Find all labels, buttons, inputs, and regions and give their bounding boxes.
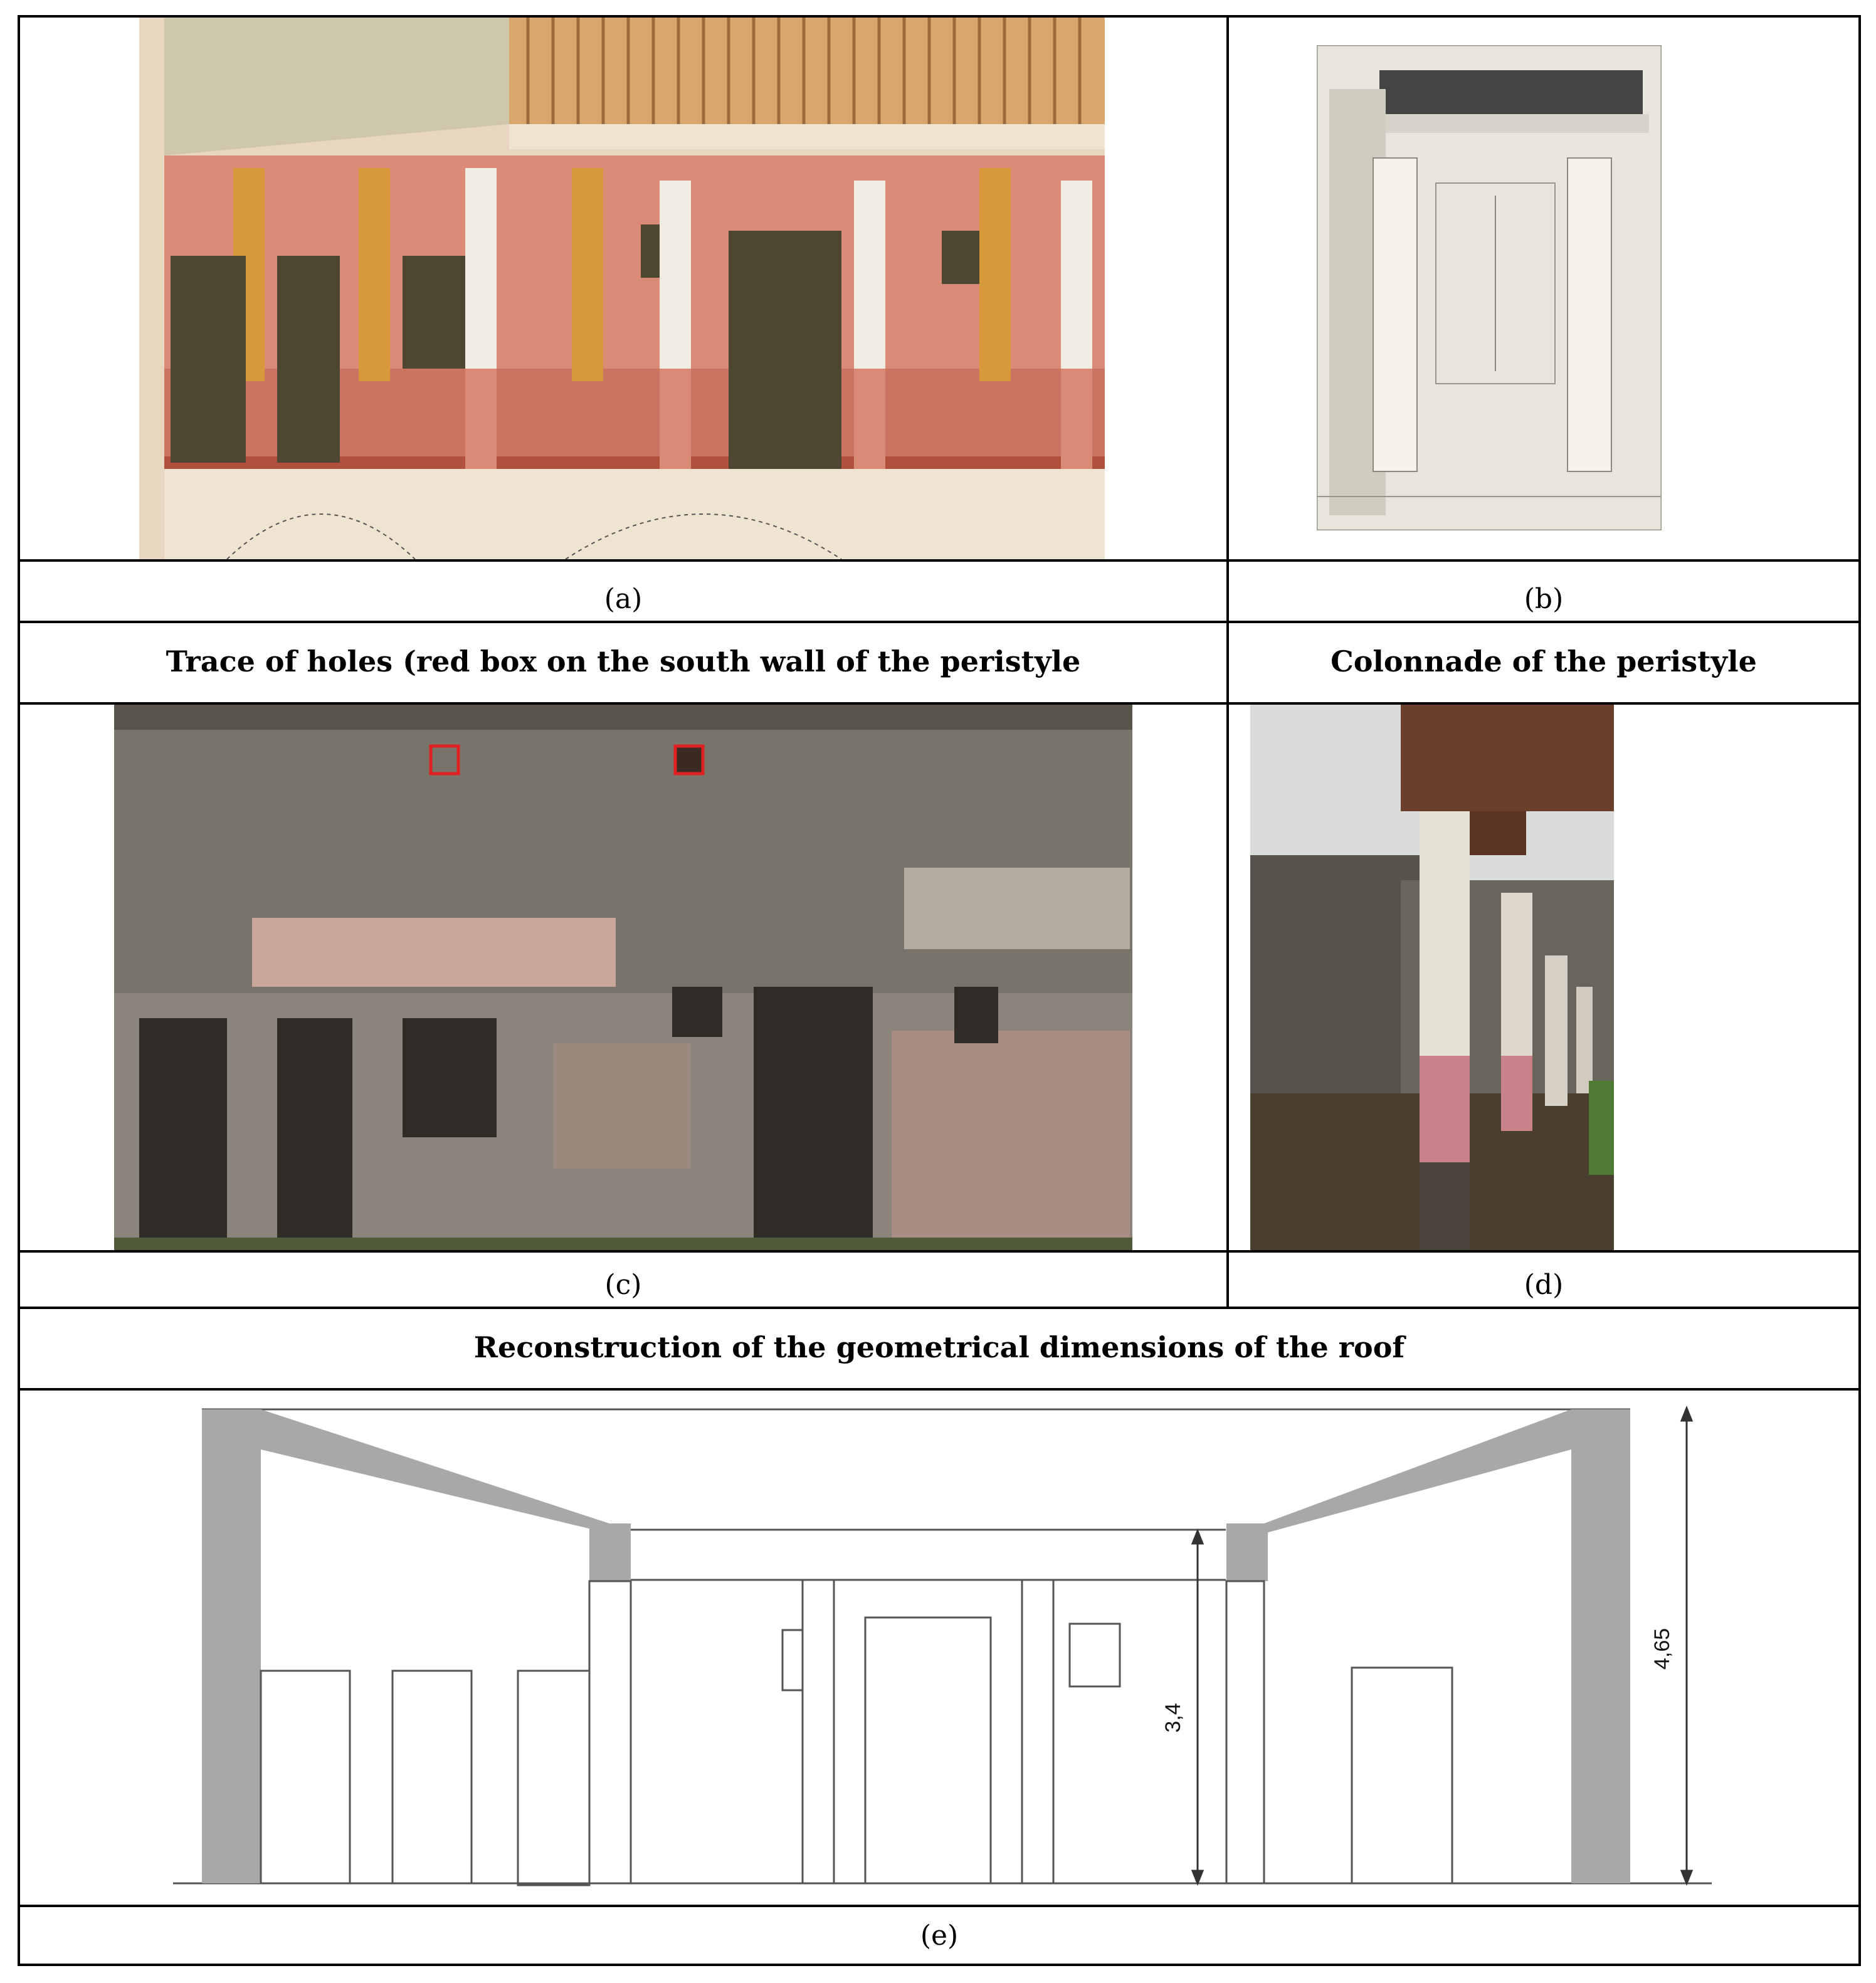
table-border-row1 — [18, 559, 1861, 562]
title-e: Reconstruction of the geometrical dimensions of the roof — [473, 1330, 1405, 1364]
caption-d: (d) — [1524, 1269, 1564, 1301]
table-border-left — [18, 15, 20, 1966]
table-border-row2 — [18, 621, 1861, 623]
title-c: Trace of holes (red box on the south wall of the peristyle — [166, 644, 1081, 678]
table-border-row5 — [18, 1307, 1861, 1309]
table-border-row4 — [18, 1250, 1861, 1253]
figure-d-colonnade-photo — [1250, 705, 1614, 1250]
figure-a-painted-elevation — [139, 18, 1105, 559]
dimension-label-4-65: 4,65 — [1650, 1628, 1674, 1670]
table-border-row7 — [18, 1905, 1861, 1907]
left-roof-beam — [589, 1523, 631, 1581]
right-outer-wall — [1571, 1409, 1630, 1883]
caption-b: (b) — [1524, 583, 1564, 615]
table-border-bottom — [18, 1964, 1861, 1966]
figure-c-south-wall-photo — [114, 705, 1132, 1250]
right-roof-beam — [1226, 1523, 1268, 1581]
left-outer-wall — [202, 1409, 261, 1883]
caption-c: (c) — [604, 1269, 642, 1301]
caption-a: (a) — [604, 583, 643, 615]
figure-b-colonnade-sketch — [1317, 45, 1662, 530]
figure-e-roof-reconstruction-drawing — [169, 1398, 1712, 1900]
left-roof-slope — [202, 1409, 609, 1533]
table-border-right — [1858, 15, 1861, 1966]
table-border-row6 — [18, 1388, 1861, 1391]
caption-e: (e) — [920, 1920, 959, 1952]
dimension-label-3-4: 3,4 — [1161, 1703, 1185, 1733]
title-d: Colonnade of the peristyle — [1331, 644, 1757, 678]
